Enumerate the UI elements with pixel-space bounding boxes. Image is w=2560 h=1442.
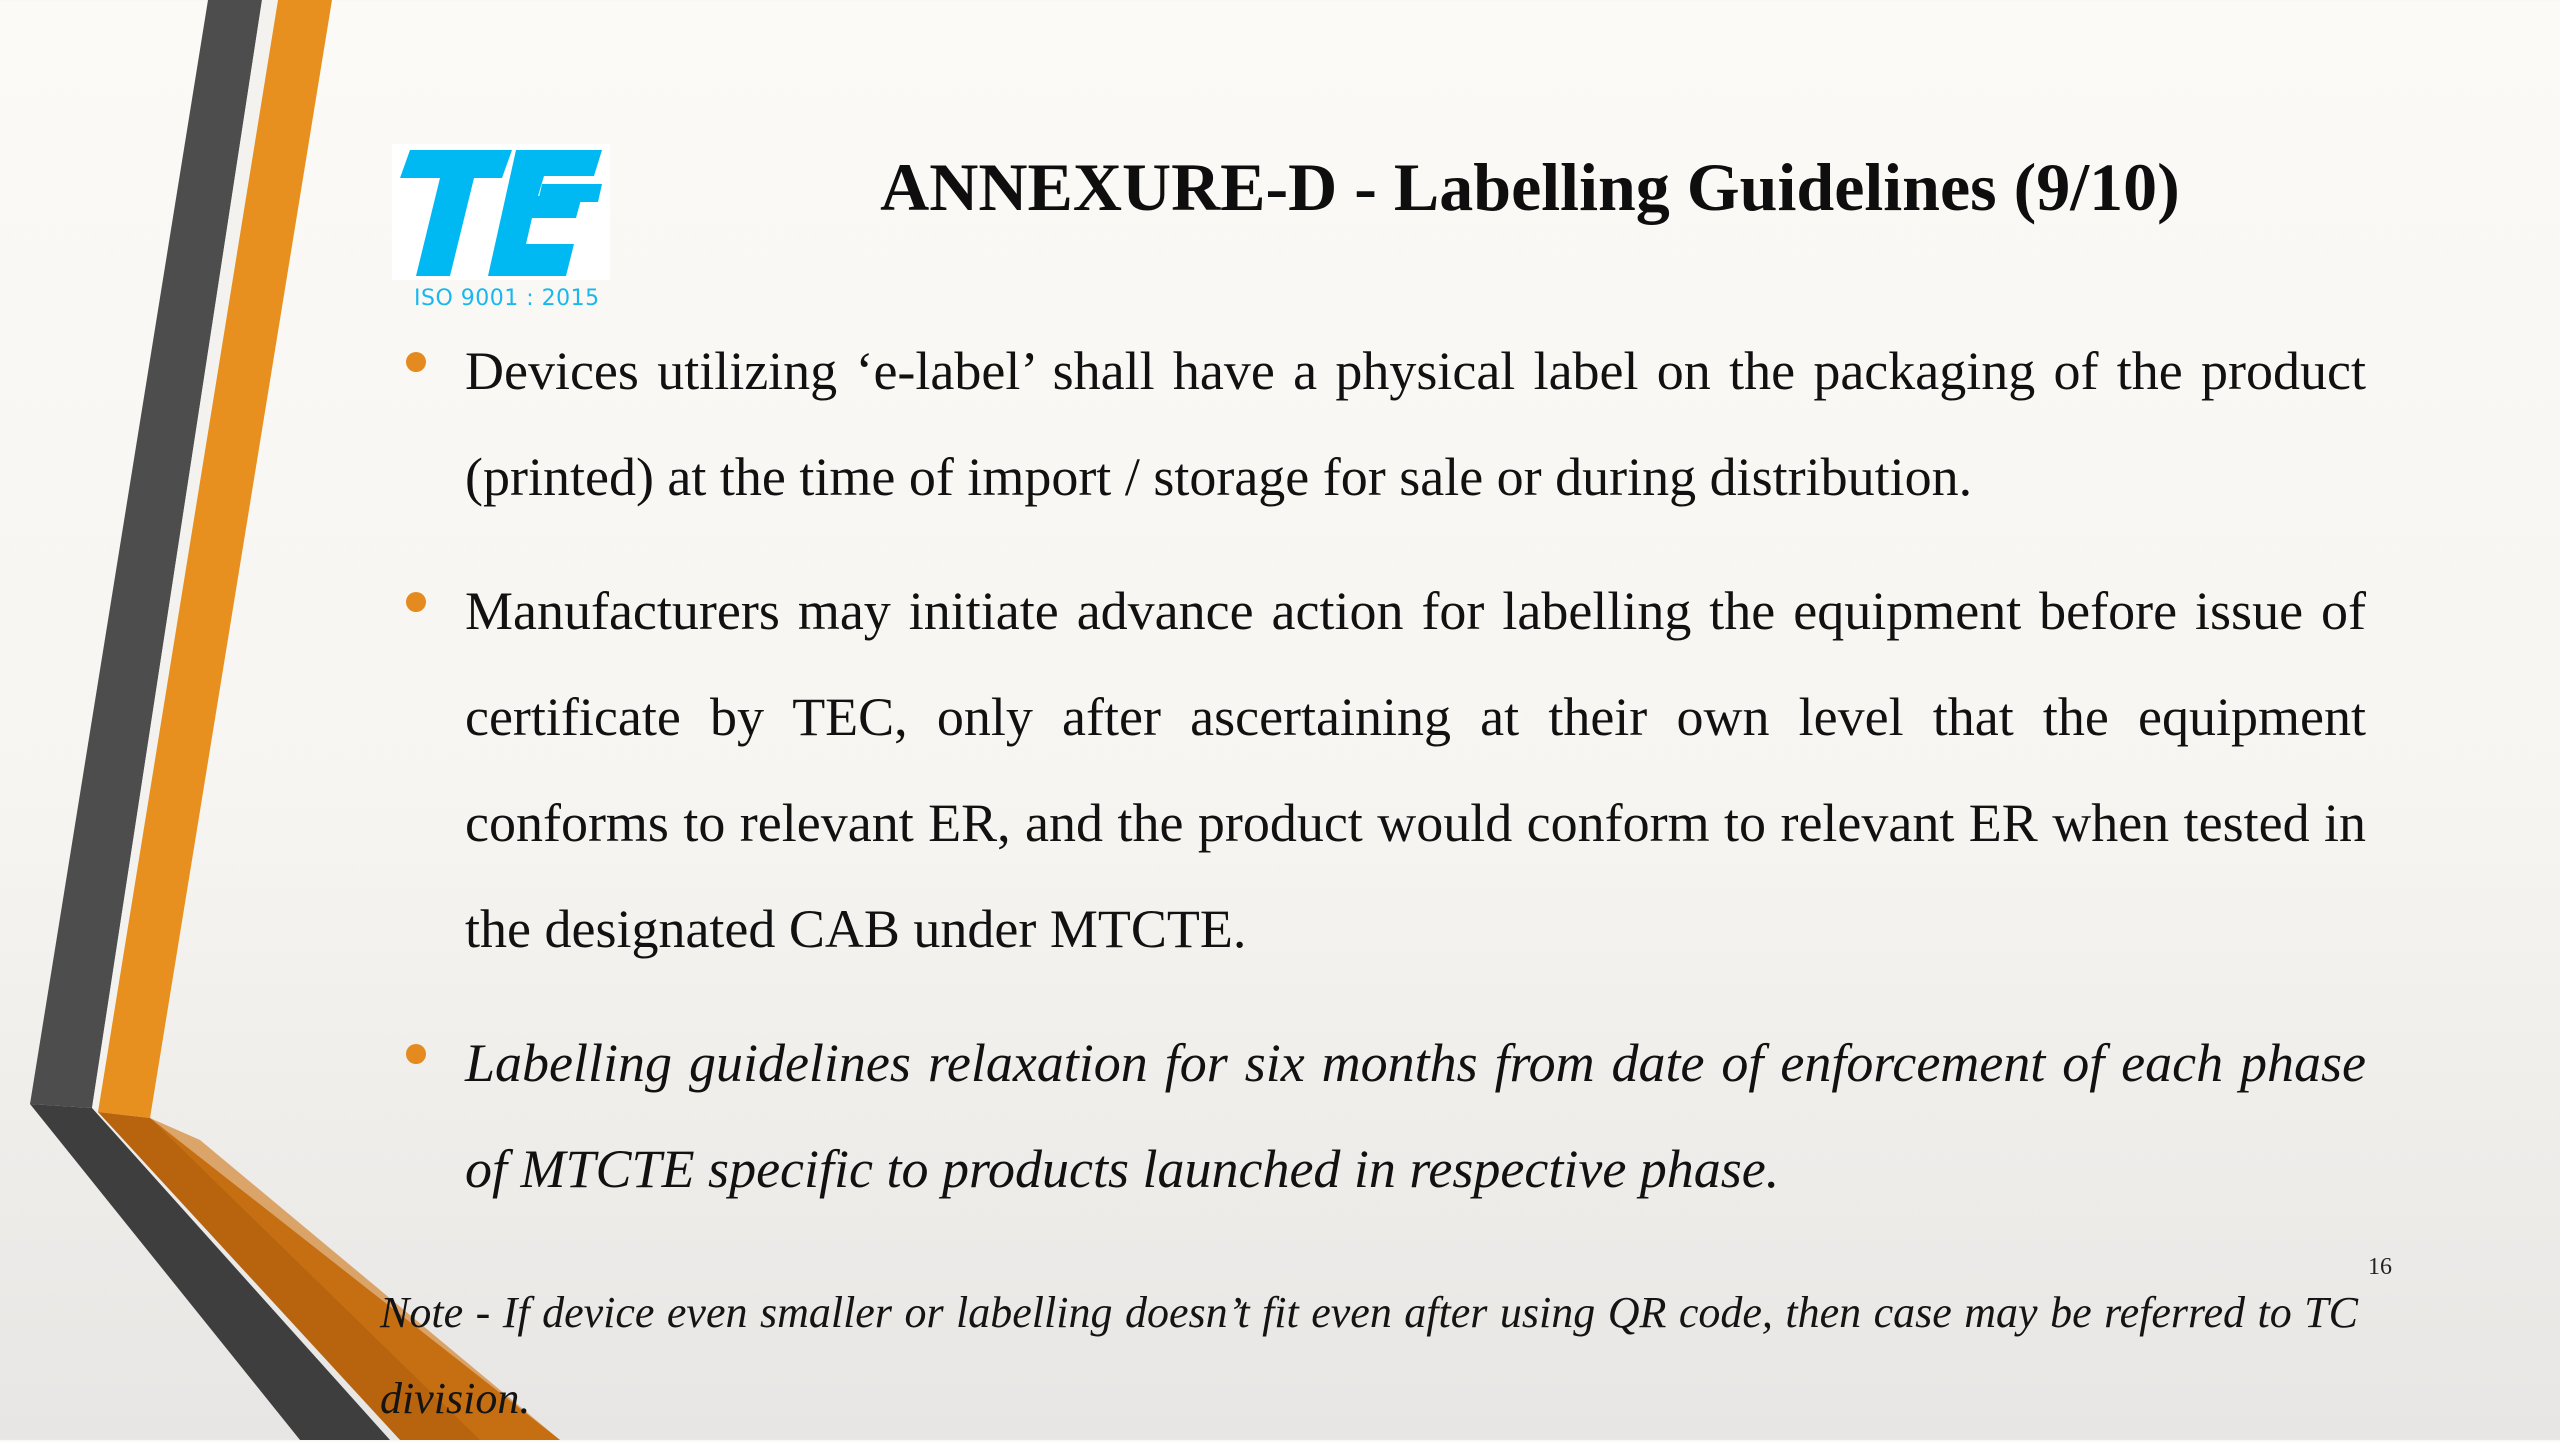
bullet-item bbox=[400, 1010, 2366, 1222]
bullet-item bbox=[400, 318, 2366, 530]
iso-caption: ISO 9001 : 2015 bbox=[414, 286, 600, 311]
bullet-text: Manufacturers may initiate advance action for labelling the equipment before issue of certificate by TEC, only after ascertaining at their own level that the equipment conforms to relevant ER, and the product would conform to relevant ER when tested in the designated CAB under MTCTE. bbox=[465, 581, 2366, 959]
bullet-text: Devices utilizing ‘e-label’ shall have a physical label on the packaging of the product (printed) at the time of import / storage for sale or during distribution. bbox=[465, 341, 2366, 507]
tec-logo bbox=[392, 144, 610, 314]
bullet-list bbox=[400, 318, 2366, 1250]
footnote: Note - If device even smaller or labelling doesn’t fit even after using QR code, then case may be referred to TC division. bbox=[380, 1288, 2358, 1423]
tec-logo-mark bbox=[392, 144, 610, 284]
bullet-text: Labelling guidelines relaxation for six months from date of enforcement of each phase of MTCTE specific to products launched in respective phase. bbox=[465, 1033, 2366, 1199]
bullet-dot-icon bbox=[406, 352, 426, 372]
slide-title: ANNEXURE-D - Labelling Guidelines (9/10) bbox=[880, 149, 2180, 225]
bullet-dot-icon bbox=[406, 592, 426, 612]
bullet-item bbox=[400, 558, 2366, 982]
page-number: 16 bbox=[2368, 1254, 2392, 1280]
bullet-dot-icon bbox=[406, 1044, 426, 1064]
